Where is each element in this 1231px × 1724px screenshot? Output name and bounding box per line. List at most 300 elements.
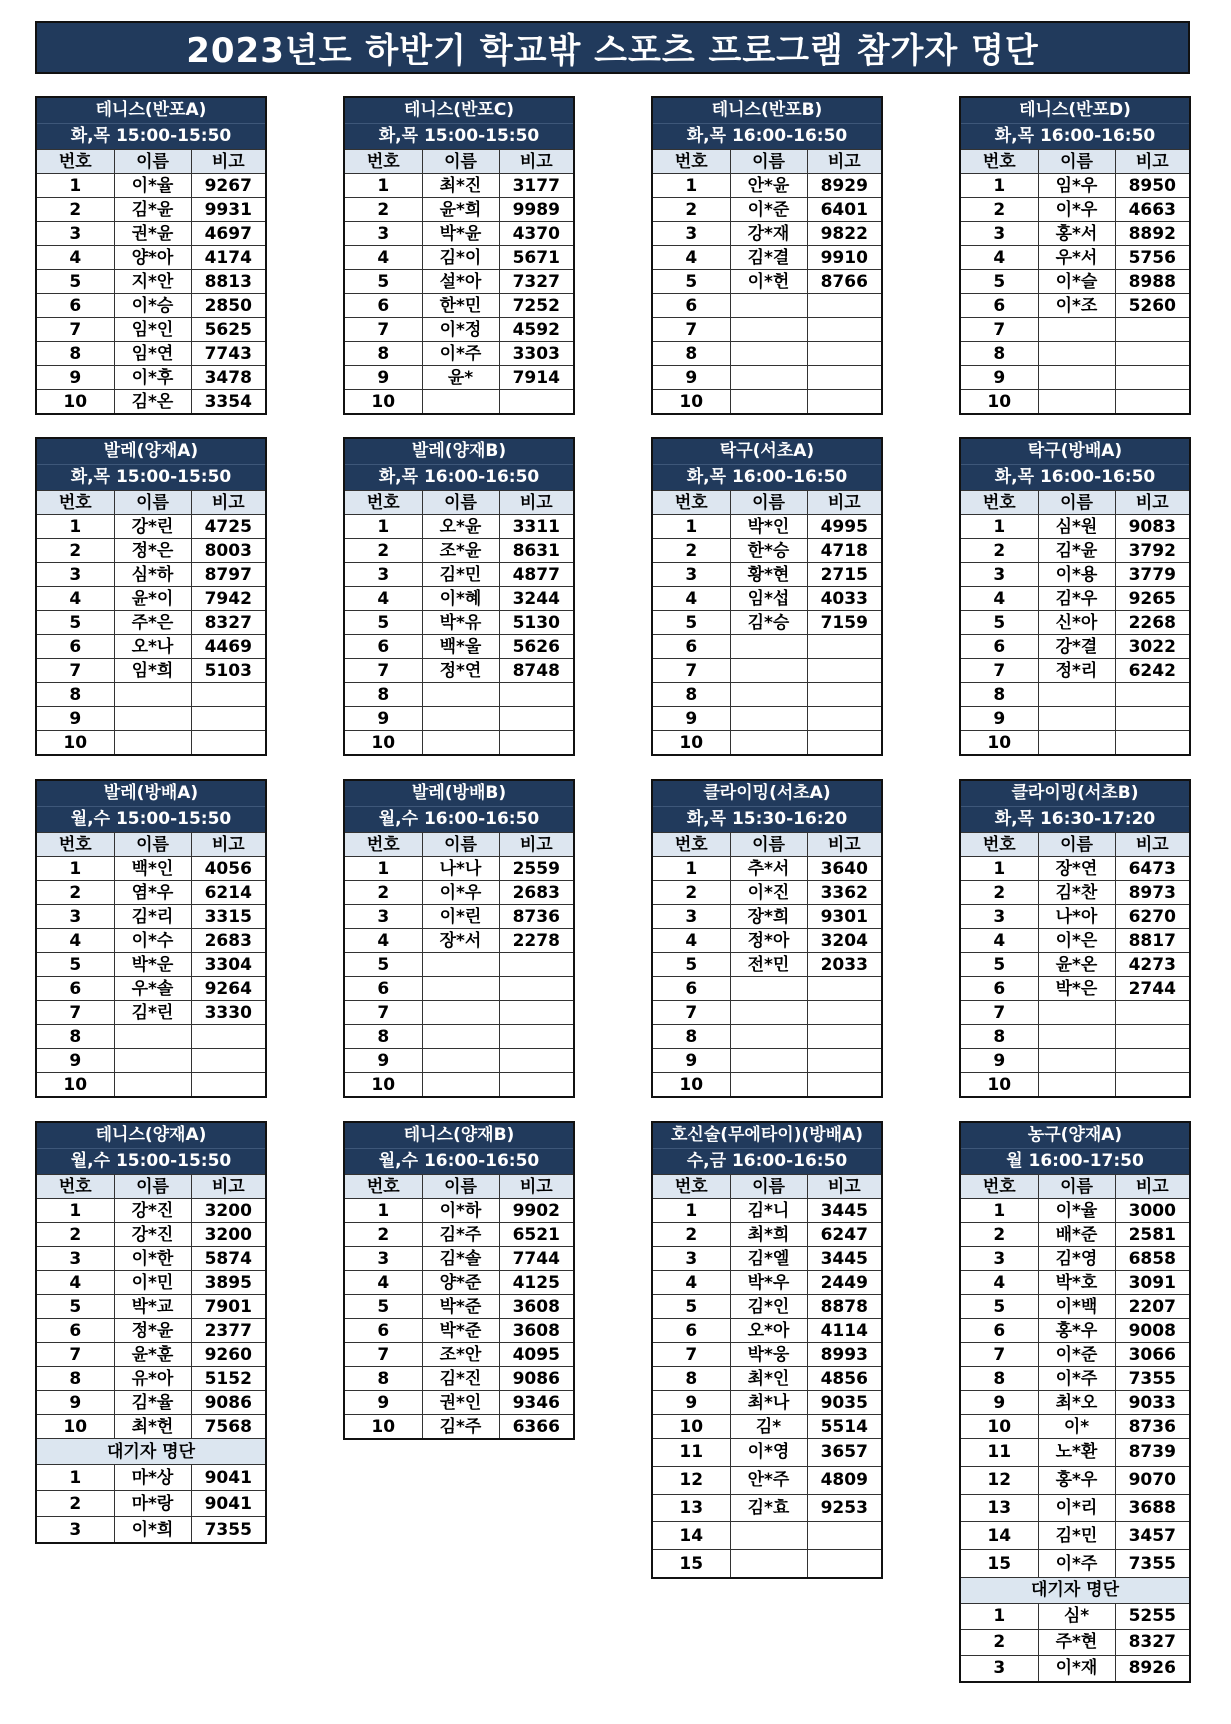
row-number: 6 <box>345 1319 422 1343</box>
roster-panel <box>959 1121 1191 1683</box>
participant-note: 9931 <box>191 198 265 222</box>
row-number: 4 <box>37 1271 114 1295</box>
program-title: 클라이밍(서초A) <box>653 781 881 807</box>
participant-note <box>191 1025 265 1049</box>
row-number: 2 <box>345 198 422 222</box>
participant-note <box>1115 366 1189 390</box>
participant-name: 김*솔 <box>422 1247 499 1271</box>
participant-name: 이*희 <box>114 1517 191 1543</box>
table-row <box>37 953 265 977</box>
participant-name: 이*준 <box>1038 1343 1115 1367</box>
table-row <box>345 294 573 318</box>
participant-name <box>422 1049 499 1073</box>
table-row <box>37 731 265 755</box>
participant-name <box>422 390 499 414</box>
table-row <box>653 1001 881 1025</box>
participant-note: 6214 <box>191 881 265 905</box>
row-number: 5 <box>961 1295 1038 1319</box>
col-header-note: 비고 <box>499 833 573 857</box>
participant-name: 지*안 <box>114 270 191 294</box>
table-row <box>961 366 1189 390</box>
participant-note: 2683 <box>499 881 573 905</box>
row-number: 3 <box>345 1247 422 1271</box>
row-number: 5 <box>345 611 422 635</box>
participant-name <box>422 731 499 755</box>
row-number: 3 <box>37 222 114 246</box>
participant-note: 3792 <box>1115 539 1189 563</box>
program-title: 테니스(반포C) <box>345 98 573 124</box>
table-row <box>345 1415 573 1439</box>
row-number: 1 <box>37 1199 114 1223</box>
participant-name <box>730 294 807 318</box>
panel-header <box>345 781 573 832</box>
participant-name: 김*민 <box>422 563 499 587</box>
participant-name: 정*리 <box>1038 659 1115 683</box>
participant-note: 8766 <box>807 270 881 294</box>
participant-name: 윤* <box>422 366 499 390</box>
participant-note: 8878 <box>807 1295 881 1319</box>
table-row <box>653 1466 881 1494</box>
participant-name: 이*혜 <box>422 587 499 611</box>
row-number: 4 <box>345 1271 422 1295</box>
table-row <box>961 174 1189 198</box>
participant-name <box>422 1025 499 1049</box>
table-row <box>345 953 573 977</box>
table-row <box>653 1367 881 1391</box>
col-header-name: 이름 <box>730 1175 807 1199</box>
participant-note: 3640 <box>807 857 881 881</box>
roster-panel <box>35 437 267 756</box>
panel-header <box>653 1123 881 1174</box>
participant-name <box>730 635 807 659</box>
participant-note: 6858 <box>1115 1247 1189 1271</box>
participant-name: 이*승 <box>114 294 191 318</box>
table-row <box>653 1391 881 1415</box>
table-row <box>345 1199 573 1223</box>
participant-note: 8950 <box>1115 174 1189 198</box>
participant-note: 9086 <box>191 1391 265 1415</box>
table-row <box>653 222 881 246</box>
participant-name: 최*진 <box>422 174 499 198</box>
table-row <box>37 318 265 342</box>
row-number: 6 <box>345 635 422 659</box>
row-number: 8 <box>37 342 114 366</box>
row-number: 3 <box>345 905 422 929</box>
participant-note <box>807 342 881 366</box>
participant-name: 양*준 <box>422 1271 499 1295</box>
participant-note: 7355 <box>1115 1550 1189 1578</box>
program-title: 발레(양재B) <box>345 439 573 465</box>
col-header-no: 번호 <box>37 833 114 857</box>
participant-name: 박*유 <box>422 611 499 635</box>
participant-name: 이*민 <box>114 1271 191 1295</box>
row-number: 3 <box>37 563 114 587</box>
roster-table <box>653 149 881 413</box>
participant-name <box>422 953 499 977</box>
participant-note: 9070 <box>1115 1466 1189 1494</box>
participant-note: 5260 <box>1115 294 1189 318</box>
roster-table <box>345 1174 573 1438</box>
row-number: 15 <box>961 1550 1038 1578</box>
table-row <box>961 683 1189 707</box>
participant-name: 이*용 <box>1038 563 1115 587</box>
waitlist-header-row <box>961 1577 1189 1603</box>
participant-name: 박*우 <box>730 1271 807 1295</box>
table-row <box>345 881 573 905</box>
row-number: 3 <box>961 1247 1038 1271</box>
participant-name: 김*민 <box>1038 1522 1115 1550</box>
participant-name: 김*찬 <box>1038 881 1115 905</box>
participant-name: 이*백 <box>1038 1295 1115 1319</box>
participant-note: 7355 <box>191 1517 265 1543</box>
row-number: 4 <box>345 587 422 611</box>
participant-name: 박*교 <box>114 1295 191 1319</box>
row-number: 2 <box>345 881 422 905</box>
participant-note: 5626 <box>499 635 573 659</box>
panel-header <box>37 1123 265 1174</box>
col-header-name: 이름 <box>422 491 499 515</box>
table-row <box>345 390 573 414</box>
table-row <box>653 1295 881 1319</box>
col-header-name: 이름 <box>730 833 807 857</box>
participant-name <box>730 1001 807 1025</box>
participant-name: 이*주 <box>1038 1550 1115 1578</box>
row-number: 10 <box>653 390 730 414</box>
participant-name: 최*나 <box>730 1391 807 1415</box>
table-row <box>653 1073 881 1097</box>
row-number: 8 <box>37 683 114 707</box>
row-number: 8 <box>345 342 422 366</box>
row-number: 14 <box>961 1522 1038 1550</box>
table-row <box>37 1025 265 1049</box>
participant-note <box>807 707 881 731</box>
table-row <box>37 707 265 731</box>
table-row <box>37 635 265 659</box>
program-schedule: 수,금 16:00-16:50 <box>686 1151 848 1171</box>
table-row <box>37 294 265 318</box>
row-number: 7 <box>345 1343 422 1367</box>
participant-note: 3478 <box>191 366 265 390</box>
waitlist-row <box>961 1629 1189 1655</box>
row-number: 10 <box>37 390 114 414</box>
row-number: 1 <box>653 174 730 198</box>
table-row <box>345 222 573 246</box>
col-header-name: 이름 <box>1038 833 1115 857</box>
row-number: 10 <box>653 1415 730 1439</box>
participant-note: 8748 <box>499 659 573 683</box>
table-row <box>345 905 573 929</box>
row-number: 1 <box>345 1199 422 1223</box>
panel-header <box>345 439 573 490</box>
program-title: 클라이밍(서초B) <box>961 781 1189 807</box>
participant-note: 9035 <box>807 1391 881 1415</box>
participant-name: 김*율 <box>114 1391 191 1415</box>
participant-note: 9260 <box>191 1343 265 1367</box>
waitlist-row <box>961 1655 1189 1681</box>
row-number: 8 <box>961 1025 1038 1049</box>
participant-note: 3303 <box>499 342 573 366</box>
participant-name: 강*진 <box>114 1199 191 1223</box>
participant-name: 김*효 <box>730 1494 807 1522</box>
row-number: 3 <box>653 222 730 246</box>
participant-note <box>499 707 573 731</box>
col-header-note: 비고 <box>191 150 265 174</box>
table-row <box>653 318 881 342</box>
participant-name: 김*윤 <box>114 198 191 222</box>
program-title: 탁구(서초A) <box>653 439 881 465</box>
col-header-no: 번호 <box>961 833 1038 857</box>
participant-name: 이*후 <box>114 366 191 390</box>
row-number: 1 <box>961 1603 1038 1629</box>
participant-note: 4370 <box>499 222 573 246</box>
table-row <box>345 611 573 635</box>
row-number: 5 <box>345 953 422 977</box>
row-number: 9 <box>37 1049 114 1073</box>
table-row <box>961 294 1189 318</box>
row-number: 5 <box>345 270 422 294</box>
roster-table <box>37 832 265 1096</box>
participant-note: 3091 <box>1115 1271 1189 1295</box>
participant-note <box>499 1073 573 1097</box>
row-number: 2 <box>961 1629 1038 1655</box>
row-number: 12 <box>653 1466 730 1494</box>
row-number: 4 <box>37 587 114 611</box>
participant-name: 윤*훈 <box>114 1343 191 1367</box>
participant-name: 이*수 <box>114 929 191 953</box>
table-row <box>37 929 265 953</box>
participant-note: 8736 <box>1115 1415 1189 1439</box>
participant-name: 오*아 <box>730 1319 807 1343</box>
participant-name <box>114 707 191 731</box>
table-row <box>37 659 265 683</box>
participant-name: 김*승 <box>730 611 807 635</box>
table-row <box>961 1466 1189 1494</box>
participant-note: 9033 <box>1115 1391 1189 1415</box>
row-number: 15 <box>653 1550 730 1577</box>
participant-name: 신*아 <box>1038 611 1115 635</box>
row-number: 6 <box>37 294 114 318</box>
table-row <box>653 342 881 366</box>
participant-note: 3200 <box>191 1199 265 1223</box>
panel-header <box>961 1123 1189 1174</box>
row-number: 3 <box>961 222 1038 246</box>
table-row <box>345 683 573 707</box>
participant-name: 김*이 <box>422 246 499 270</box>
participant-note <box>807 366 881 390</box>
table-row <box>37 683 265 707</box>
table-row <box>345 1295 573 1319</box>
participant-name <box>1038 390 1115 414</box>
table-row <box>653 881 881 905</box>
row-number: 1 <box>961 174 1038 198</box>
participant-note <box>191 1049 265 1073</box>
participant-note: 2683 <box>191 929 265 953</box>
participant-note: 4877 <box>499 563 573 587</box>
participant-name: 강*린 <box>114 515 191 539</box>
table-row <box>961 563 1189 587</box>
row-number: 7 <box>961 1343 1038 1367</box>
participant-note: 8003 <box>191 539 265 563</box>
participant-note: 8929 <box>807 174 881 198</box>
row-number: 1 <box>37 1465 114 1491</box>
program-schedule: 화,목 15:30-16:20 <box>686 809 848 829</box>
participant-name <box>730 366 807 390</box>
participant-note: 7252 <box>499 294 573 318</box>
row-number: 3 <box>961 1655 1038 1681</box>
table-row <box>37 977 265 1001</box>
participant-note <box>191 1073 265 1097</box>
row-number: 5 <box>345 1295 422 1319</box>
row-number: 10 <box>961 390 1038 414</box>
participant-name: 염*우 <box>114 881 191 905</box>
roster-table <box>961 832 1189 1096</box>
table-row <box>961 318 1189 342</box>
row-number: 8 <box>345 1025 422 1049</box>
col-header-no: 번호 <box>345 833 422 857</box>
table-row <box>653 905 881 929</box>
participant-name: 심* <box>1038 1603 1115 1629</box>
roster-table <box>961 490 1189 754</box>
participant-note: 3457 <box>1115 1522 1189 1550</box>
row-number: 3 <box>961 563 1038 587</box>
participant-name: 설*아 <box>422 270 499 294</box>
table-row <box>961 1073 1189 1097</box>
row-number: 7 <box>345 659 422 683</box>
participant-note: 3688 <box>1115 1494 1189 1522</box>
row-number: 5 <box>653 270 730 294</box>
row-number: 11 <box>961 1439 1038 1467</box>
program-schedule: 화,목 16:00-16:50 <box>686 467 848 487</box>
table-row <box>37 1073 265 1097</box>
table-row <box>961 881 1189 905</box>
participant-name <box>114 683 191 707</box>
participant-note: 3204 <box>807 929 881 953</box>
participant-name: 장*희 <box>730 905 807 929</box>
participant-note: 8327 <box>191 611 265 635</box>
table-row <box>345 563 573 587</box>
program-title: 테니스(양재A) <box>37 1123 265 1149</box>
participant-note: 7355 <box>1115 1367 1189 1391</box>
participant-note: 8739 <box>1115 1439 1189 1467</box>
participant-note <box>499 977 573 1001</box>
col-header-no: 번호 <box>961 491 1038 515</box>
participant-note: 4697 <box>191 222 265 246</box>
row-number: 1 <box>653 1199 730 1223</box>
participant-note: 9008 <box>1115 1319 1189 1343</box>
participant-note: 7327 <box>499 270 573 294</box>
table-row <box>345 1073 573 1097</box>
participant-name: 정*아 <box>730 929 807 953</box>
participant-name: 이*은 <box>1038 929 1115 953</box>
row-number: 5 <box>653 953 730 977</box>
table-row <box>37 342 265 366</box>
table-row <box>37 1271 265 1295</box>
participant-name: 장*연 <box>1038 857 1115 881</box>
participant-name <box>1038 342 1115 366</box>
col-header-no: 번호 <box>345 1175 422 1199</box>
table-row <box>961 1522 1189 1550</box>
table-row <box>345 539 573 563</box>
row-number: 7 <box>345 1001 422 1025</box>
program-title: 탁구(방배A) <box>961 439 1189 465</box>
table-row <box>653 929 881 953</box>
row-number: 9 <box>653 366 730 390</box>
panel-header <box>37 781 265 832</box>
participant-name: 강*결 <box>1038 635 1115 659</box>
row-number: 2 <box>37 198 114 222</box>
table-row <box>653 1343 881 1367</box>
participant-name <box>730 1025 807 1049</box>
col-header-note: 비고 <box>807 833 881 857</box>
program-schedule: 화,목 16:00-16:50 <box>994 467 1156 487</box>
row-number: 1 <box>37 174 114 198</box>
row-number: 1 <box>345 515 422 539</box>
participant-note: 7942 <box>191 587 265 611</box>
table-row <box>37 1247 265 1271</box>
col-header-note: 비고 <box>191 1175 265 1199</box>
row-number: 9 <box>961 366 1038 390</box>
participant-note: 8988 <box>1115 270 1189 294</box>
row-number: 10 <box>961 731 1038 755</box>
row-number: 9 <box>345 1049 422 1073</box>
participant-note: 3330 <box>191 1001 265 1025</box>
participant-note: 4718 <box>807 539 881 563</box>
row-number: 8 <box>961 683 1038 707</box>
roster-table <box>37 1174 265 1542</box>
participant-name: 주*현 <box>1038 1629 1115 1655</box>
table-row <box>345 977 573 1001</box>
table-row <box>37 246 265 270</box>
participant-name: 김*리 <box>114 905 191 929</box>
panel-header <box>653 781 881 832</box>
participant-name: 최*희 <box>730 1223 807 1247</box>
participant-note: 7159 <box>807 611 881 635</box>
table-row <box>345 635 573 659</box>
col-header-note: 비고 <box>191 491 265 515</box>
table-row <box>961 1199 1189 1223</box>
roster-table <box>961 149 1189 413</box>
row-number: 10 <box>345 390 422 414</box>
row-number: 2 <box>961 198 1038 222</box>
row-number: 8 <box>961 342 1038 366</box>
participant-note: 3022 <box>1115 635 1189 659</box>
participant-note: 7914 <box>499 366 573 390</box>
participant-note <box>807 1522 881 1550</box>
participant-name <box>730 731 807 755</box>
participant-name <box>730 342 807 366</box>
col-header-name: 이름 <box>114 833 191 857</box>
participant-note <box>807 294 881 318</box>
participant-note: 5671 <box>499 246 573 270</box>
table-row <box>345 1223 573 1247</box>
participant-name: 김*결 <box>730 246 807 270</box>
col-header-no: 번호 <box>653 833 730 857</box>
row-number: 4 <box>653 929 730 953</box>
participant-note: 9989 <box>499 198 573 222</box>
table-row <box>961 539 1189 563</box>
participant-name: 한*승 <box>730 539 807 563</box>
participant-name: 박*준 <box>422 1295 499 1319</box>
row-number: 6 <box>345 977 422 1001</box>
row-number: 2 <box>653 198 730 222</box>
table-row <box>653 857 881 881</box>
table-row <box>37 1223 265 1247</box>
row-number: 10 <box>37 1415 114 1439</box>
table-row <box>345 318 573 342</box>
participant-note <box>807 659 881 683</box>
program-schedule: 화,목 15:00-15:50 <box>70 126 232 146</box>
participant-name: 권*인 <box>422 1391 499 1415</box>
